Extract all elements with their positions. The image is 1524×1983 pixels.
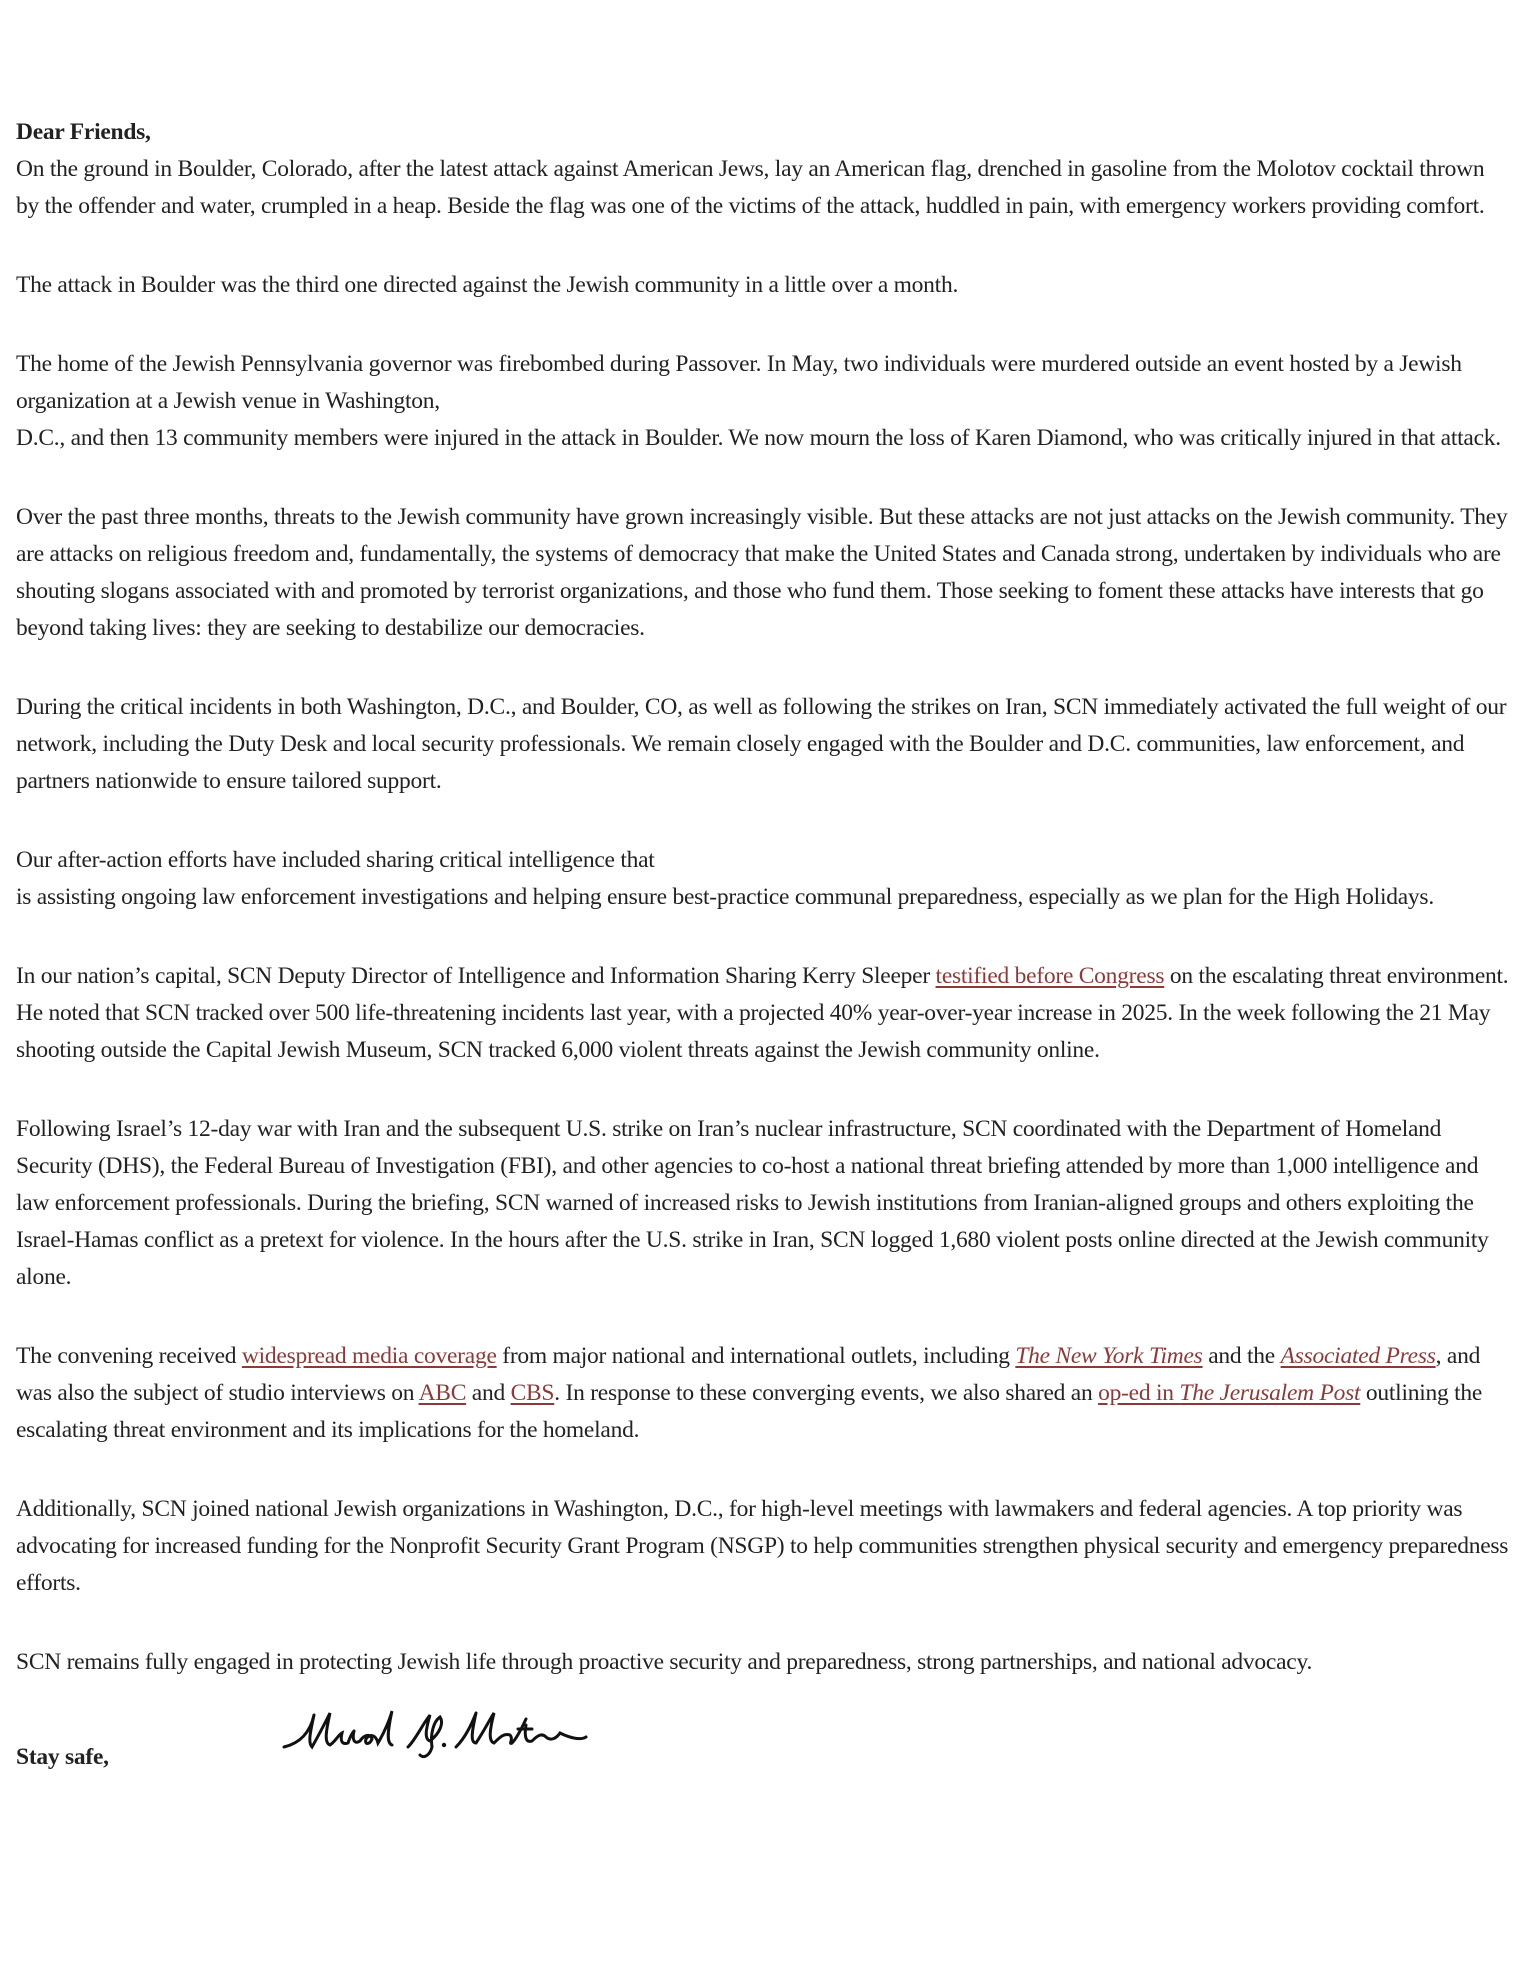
testified-before-congress-link[interactable]: testified before Congress (935, 963, 1165, 989)
text-segment: , and was also the subject of studio interviews on (16, 1343, 1481, 1406)
paragraph-after-action-part1: Our after-action efforts have included sharing critical intelligence that (16, 847, 655, 873)
paragraph-closing: SCN remains fully engaged in protecting Jewish life through proactive security and preparedness, strong partnerships, and national advocacy. (16, 1649, 1313, 1675)
jerusalem-post-title: The Jerusalem Post (1179, 1380, 1361, 1406)
paragraph-advocacy: Additionally, SCN joined national Jewish organizations in Washington, D.C., for high-level meetings with lawmakers and federal agencies. A top priority was advocating for increased funding for the Nonprofit Security Grant Program (NSGP) to help communities strengthen physical security and emergency preparedness efforts. (16, 1496, 1509, 1596)
text-segment: In our nation’s capital, SCN Deputy Director of Intelligence and Information Sharing Kerry Sleeper (16, 963, 936, 989)
text-segment: on the escalating threat environment. He noted that SCN tracked over 500 life-threatening incidents last year, with a projected 40% year-over-year increase in 2025. In the week following the 21 May shooting outside the Capital Jewish Museum, SCN tracked 6,000 violent threats against the Jewish community online. (16, 963, 1509, 1063)
op-ed-link-text: op-ed in (1098, 1380, 1180, 1406)
text-segment: and the (1202, 1343, 1281, 1369)
text-segment: The convening received (16, 1343, 242, 1369)
op-ed-link[interactable] (1098, 1380, 1360, 1406)
associated-press-link[interactable]: Associated Press (1280, 1343, 1436, 1369)
paragraph-media (16, 1338, 1512, 1449)
paragraph-after-action (16, 842, 1512, 916)
abc-link[interactable]: ABC (418, 1380, 467, 1406)
cbs-link[interactable]: CBS (510, 1380, 555, 1406)
paragraph-threats: Over the past three months, threats to the Jewish community have grown increasingly visible. But these attacks are not just attacks on the Jewish community. They are attacks on religious freedom and, fundamentally, the systems of democracy that make the United States and Canada strong, undertaken by individuals who are shouting slogans associated with and promoted by terrorist organizations, and those who fund them. Those seeking to foment these attacks have interests that go beyond taking lives: they are seeking to destabilize our democracies. (16, 504, 1508, 641)
text-segment: and (466, 1380, 511, 1406)
greeting: Dear Friends, (16, 119, 151, 145)
paragraph-attacks-list-part2: D.C., and then 13 community members were injured in the attack in Boulder. We now mourn the loss of Karen Diamond, who was critically injured in that attack. (16, 425, 1501, 451)
text-segment: from major national and international outlets, including (496, 1343, 1016, 1369)
paragraph-boulder-scene: On the ground in Boulder, Colorado, after the latest attack against American Jews, lay an American flag, drenched in gasoline from the Molotov cocktail thrown by the offender and water, crumpled in a heap. Beside the flag was one of the victims of the attack, huddled in pain, with emergency workers providing comfort. (16, 156, 1485, 219)
paragraph-attacks-list (16, 346, 1512, 457)
text-segment: outlining the escalating threat environment and its implications for the homeland. (16, 1380, 1483, 1443)
closing-salutation: Stay safe, (16, 1744, 109, 1770)
paragraph-briefing: Following Israel’s 12-day war with Iran and the subsequent U.S. strike on Iran’s nuclear infrastructure, SCN coordinated with the Department of Homeland Security (DHS), the Federal Bureau of Investigation (FBI), and other agencies to co-host a national threat briefing attended by more than 1,000 intelligence and law enforcement professionals. During the briefing, SCN warned of increased risks to Jewish institutions from Iranian-aligned groups and others exploiting the Israel-Hamas conflict as a pretext for violence. In the hours after the U.S. strike in Iran, SCN logged 1,680 violent posts online directed at the Jewish community alone. (16, 1116, 1489, 1290)
signature-image (280, 1703, 590, 1763)
paragraph-testimony (16, 958, 1512, 1069)
paragraph-response: During the critical incidents in both Washington, D.C., and Boulder, CO, as well as following the strikes on Iran, SCN immediately activated the full weight of our network, including the Duty Desk and local security professionals. We remain closely engaged with the Boulder and D.C. communities, law enforcement, and partners nationwide to ensure tailored support. (16, 694, 1507, 794)
media-coverage-link[interactable]: widespread media coverage (241, 1343, 497, 1369)
new-york-times-link[interactable]: The New York Times (1015, 1343, 1203, 1369)
letter-body (16, 114, 1512, 1783)
text-segment: . In response to these converging events, we also shared an (554, 1380, 1099, 1406)
signature-block (16, 1693, 1512, 1783)
paragraph-attacks-list-part1: The home of the Jewish Pennsylvania governor was firebombed during Passover. In May, two individuals were murdered outside an event hosted by a Jewish organization at a Jewish venue in Washington, (16, 351, 1462, 414)
paragraph-third-attack: The attack in Boulder was the third one directed against the Jewish community in a little over a month. (16, 272, 959, 298)
paragraph-after-action-part2: is assisting ongoing law enforcement investigations and helping ensure best-practice communal preparedness, especially as we plan for the High Holidays. (16, 884, 1434, 910)
